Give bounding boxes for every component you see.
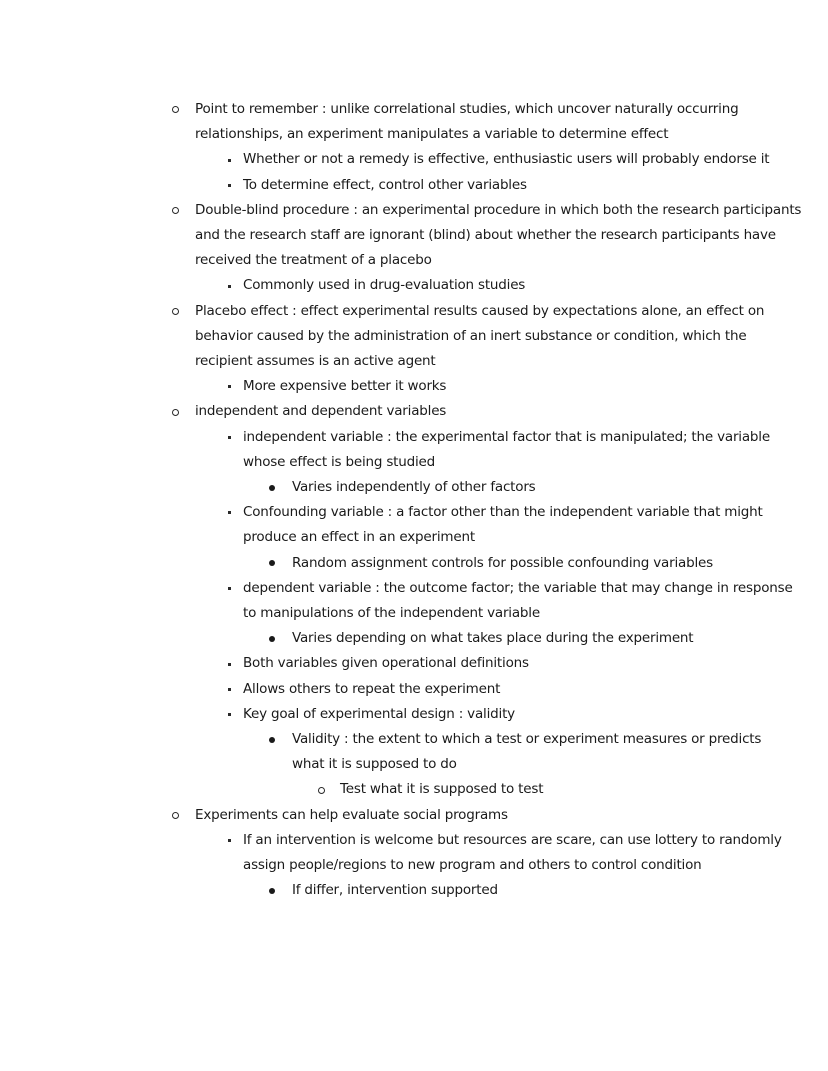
list-item bbox=[0, 878, 828, 903]
item-text: received the treatment of a placebo bbox=[195, 252, 432, 269]
list-item bbox=[0, 500, 828, 525]
item-text: Double-blind procedure : an experimental procedure in which both the research participants bbox=[195, 201, 802, 218]
square-bullet-icon bbox=[224, 425, 234, 450]
list-item-continuation bbox=[0, 248, 828, 273]
list-item-continuation bbox=[0, 601, 828, 626]
item-text: Both variables given operational definitions bbox=[243, 655, 529, 672]
item-text: and the research staff are ignorant (blind) about whether the research participants have bbox=[195, 227, 776, 244]
list-item bbox=[0, 626, 828, 651]
list-item bbox=[0, 425, 828, 450]
item-text: Experiments can help evaluate social programs bbox=[195, 806, 508, 823]
item-text: whose effect is being studied bbox=[243, 453, 436, 470]
item-text: recipient assumes is an active agent bbox=[195, 353, 436, 370]
list-item-continuation bbox=[0, 324, 828, 349]
list-item bbox=[0, 97, 828, 122]
notes-page bbox=[0, 97, 828, 904]
list-item bbox=[0, 677, 828, 702]
item-text: Key goal of experimental design : validity bbox=[243, 705, 515, 722]
square-bullet-icon bbox=[224, 374, 234, 399]
list-item-continuation bbox=[0, 223, 828, 248]
square-bullet-icon bbox=[224, 147, 234, 172]
item-text: Random assignment controls for possible confounding variables bbox=[292, 554, 713, 571]
list-item-continuation bbox=[0, 122, 828, 147]
list-item-continuation bbox=[0, 853, 828, 878]
list-item bbox=[0, 299, 828, 324]
item-text: Placebo effect : effect experimental results caused by expectations alone, an effect on bbox=[195, 302, 765, 319]
list-item bbox=[0, 374, 828, 399]
filled-dot-bullet-icon bbox=[266, 475, 278, 500]
square-bullet-icon bbox=[224, 173, 234, 198]
hollow-circle-bullet-icon bbox=[168, 299, 182, 324]
list-item bbox=[0, 828, 828, 853]
item-text: independent and dependent variables bbox=[195, 403, 447, 420]
item-text: Confounding variable : a factor other than the independent variable that might bbox=[243, 504, 763, 521]
list-item bbox=[0, 198, 828, 223]
list-item bbox=[0, 273, 828, 298]
item-text: relationships, an experiment manipulates a variable to determine effect bbox=[195, 126, 669, 143]
list-item bbox=[0, 147, 828, 172]
list-item bbox=[0, 727, 828, 752]
list-item-continuation bbox=[0, 525, 828, 550]
list-item bbox=[0, 475, 828, 500]
square-bullet-icon bbox=[224, 576, 234, 601]
item-text: Test what it is supposed to test bbox=[340, 781, 544, 798]
filled-dot-bullet-icon bbox=[266, 626, 278, 651]
filled-dot-bullet-icon bbox=[266, 551, 278, 576]
list-item-continuation bbox=[0, 752, 828, 777]
item-text: what it is supposed to do bbox=[292, 756, 457, 773]
list-item bbox=[0, 702, 828, 727]
item-text: Point to remember : unlike correlational studies, which uncover naturally occurring bbox=[195, 101, 739, 117]
item-text: assign people/regions to new program and others to control condition bbox=[243, 857, 702, 874]
item-text: independent variable : the experimental factor that is manipulated; the variable bbox=[243, 428, 770, 445]
list-item bbox=[0, 399, 828, 424]
list-item bbox=[0, 651, 828, 676]
square-bullet-icon bbox=[224, 500, 234, 525]
item-text: If an intervention is welcome but resources are scare, can use lottery to randomly bbox=[243, 831, 782, 848]
hollow-circle-bullet-icon bbox=[168, 399, 182, 424]
hollow-circle-bullet-icon bbox=[168, 97, 182, 122]
list-item-continuation bbox=[0, 450, 828, 475]
item-text: If differ, intervention supported bbox=[292, 882, 498, 899]
item-text: Varies depending on what takes place during the experiment bbox=[292, 630, 694, 647]
filled-dot-bullet-icon bbox=[266, 727, 278, 752]
item-text: Varies independently of other factors bbox=[292, 479, 536, 496]
item-text: to manipulations of the independent variable bbox=[243, 605, 540, 622]
hollow-circle-bullet-icon bbox=[168, 198, 182, 223]
item-text: dependent variable : the outcome factor; the variable that may change in response bbox=[243, 579, 793, 596]
list-item-continuation bbox=[0, 349, 828, 374]
item-text: Validity : the extent to which a test or experiment measures or predicts bbox=[292, 731, 762, 748]
list-item bbox=[0, 803, 828, 828]
square-bullet-icon bbox=[224, 702, 234, 727]
square-bullet-icon bbox=[224, 273, 234, 298]
item-text: To determine effect, control other variables bbox=[243, 176, 527, 193]
hollow-circle-bullet-icon bbox=[314, 777, 328, 802]
item-text: behavior caused by the administration of an inert substance or condition, which the bbox=[195, 327, 747, 344]
item-text: produce an effect in an experiment bbox=[243, 529, 475, 546]
list-item bbox=[0, 551, 828, 576]
square-bullet-icon bbox=[224, 828, 234, 853]
item-text: Commonly used in drug-evaluation studies bbox=[243, 277, 526, 294]
list-item bbox=[0, 777, 828, 802]
hollow-circle-bullet-icon bbox=[168, 803, 182, 828]
item-text: Allows others to repeat the experiment bbox=[243, 680, 501, 697]
item-text: Whether or not a remedy is effective, enthusiastic users will probably endorse it bbox=[243, 151, 770, 168]
filled-dot-bullet-icon bbox=[266, 878, 278, 903]
square-bullet-icon bbox=[224, 651, 234, 676]
square-bullet-icon bbox=[224, 677, 234, 702]
list-item bbox=[0, 173, 828, 198]
list-item bbox=[0, 576, 828, 601]
item-text: More expensive better it works bbox=[243, 378, 447, 395]
